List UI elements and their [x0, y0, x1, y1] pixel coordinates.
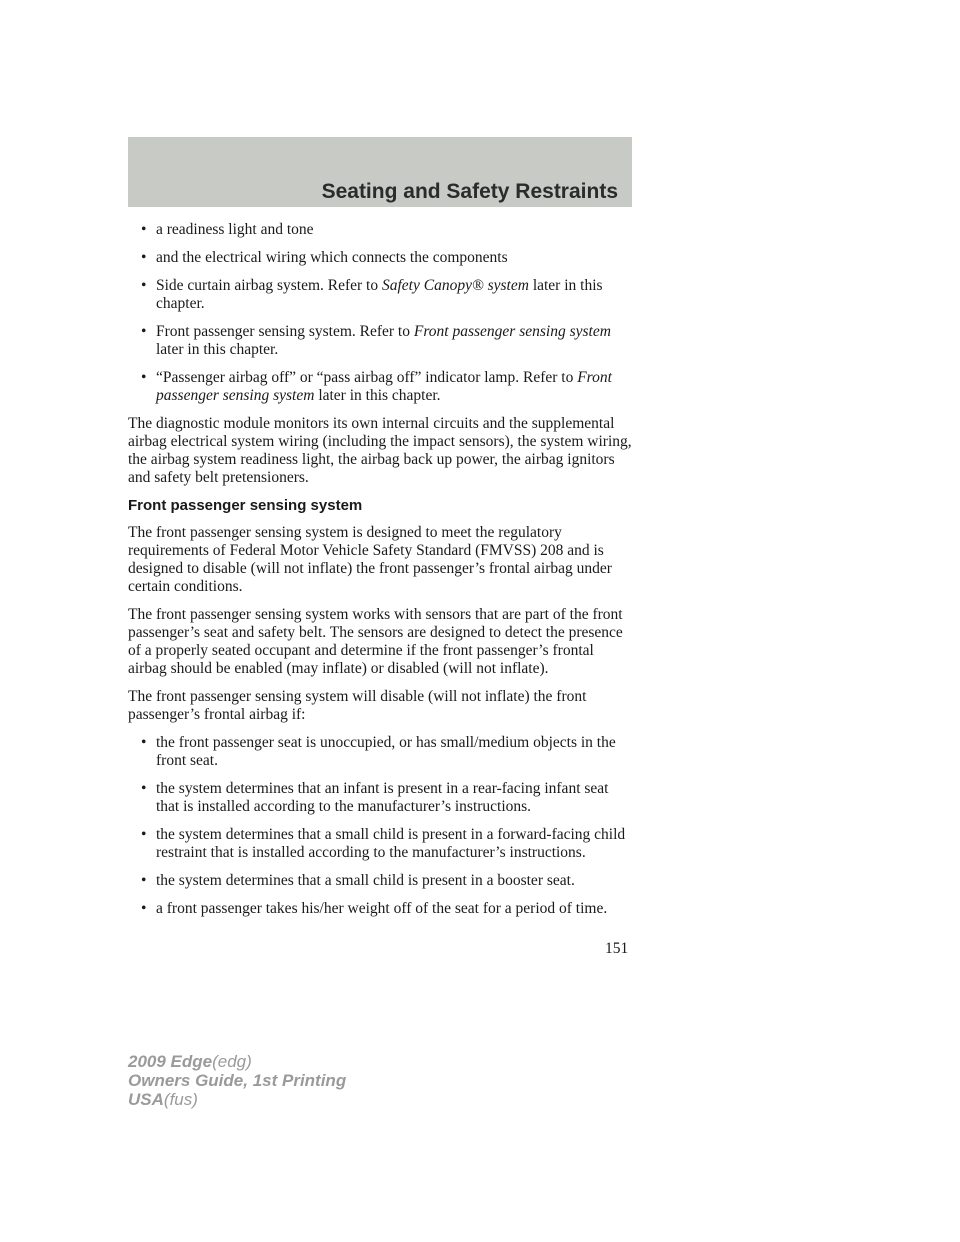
footer-market: USA: [128, 1090, 164, 1109]
list-item: [128, 734, 632, 770]
bullet-list-components: [128, 221, 632, 405]
list-item-text: a readiness light and tone: [156, 221, 314, 238]
footer-line-market: [128, 1090, 346, 1109]
footer-edition: Owners Guide, 1st Printing: [128, 1071, 347, 1090]
bullet-icon: •: [141, 369, 147, 386]
bullet-icon: •: [141, 780, 147, 797]
list-item-text: the system determines that a small child is present in a booster seat.: [156, 872, 575, 889]
bullet-icon: •: [141, 900, 147, 917]
list-item: [128, 780, 632, 816]
footer-model-code: (edg): [212, 1052, 252, 1071]
list-item: [128, 826, 632, 862]
bullet-list-conditions: [128, 734, 632, 918]
list-item: [128, 249, 632, 267]
print-footer: [128, 1052, 346, 1109]
footer-market-code: (fus): [163, 1090, 198, 1109]
list-item-text: later in this chapter.: [156, 341, 279, 358]
bullet-icon: •: [141, 826, 147, 843]
bullet-icon: •: [141, 221, 147, 238]
paragraph: The front passenger sensing system is designed to meet the regulatory requirements of Federal Motor Vehicle Safety Standard (FMVSS) 208 and is designed to disable (will not inflate) the front passenger’s frontal airbag under certain conditions.: [128, 524, 612, 595]
bullet-icon: •: [141, 249, 147, 266]
list-item: [128, 323, 632, 359]
paragraph: The front passenger sensing system will disable (will not inflate) the front passenger’s frontal airbag if:: [128, 688, 587, 723]
bullet-icon: •: [141, 323, 147, 340]
chapter-header: [128, 137, 632, 207]
list-item-text: and the electrical wiring which connects the components: [156, 249, 508, 266]
list-item-text: later in this chapter.: [314, 387, 441, 404]
list-item-text: a front passenger takes his/her weight off of the seat for a period of time.: [156, 900, 608, 917]
footer-line-model: [128, 1052, 346, 1071]
paragraph-diagnostic: The diagnostic module monitors its own internal circuits and the supplemental airbag electrical system wiring (including the impact sensors), the system wiring, the airbag system readiness light, the airbag back up power, the airbag ignitors and safety belt pretensioners.: [128, 415, 632, 486]
list-item-text: the system determines that a small child is present in a forward-facing child restraint that is installed according to the manufacturer’s instructions.: [156, 826, 626, 861]
list-item-text: “Passenger airbag off” or “pass airbag off” indicator lamp. Refer to: [156, 369, 578, 386]
bullet-icon: •: [141, 277, 147, 294]
list-item-text: later in this chapter.: [156, 277, 603, 312]
chapter-title: Seating and Safety Restraints: [321, 180, 618, 203]
list-item: [128, 900, 632, 918]
paragraph: The front passenger sensing system works with sensors that are part of the front passenger’s seat and safety belt. The sensors are designed to detect the presence of a properly seated occupant and determine if the front passenger’s frontal airbag should be enabled (may inflate) or disabled (will not inflate).: [128, 606, 623, 677]
list-item-text: the front passenger seat is unoccupied, or has small/medium objects in the front seat.: [156, 734, 616, 769]
bullet-icon: •: [141, 872, 147, 889]
page-content: [128, 221, 632, 928]
list-item: [128, 872, 632, 890]
bullet-icon: •: [141, 734, 147, 751]
list-item-text: Front passenger sensing system. Refer to: [156, 323, 414, 340]
page-number: 151: [605, 940, 629, 957]
footer-model: 2009 Edge: [128, 1052, 213, 1071]
section-heading: Front passenger sensing system: [128, 497, 363, 514]
list-item-text: Side curtain airbag system. Refer to: [156, 277, 382, 294]
footer-line-edition: [128, 1071, 346, 1090]
list-item-text: the system determines that an infant is present in a rear-facing infant seat that is installed according to the manufacturer’s instructions.: [156, 780, 609, 815]
list-item: [128, 369, 632, 405]
cross-reference: Front passenger sensing system: [156, 369, 612, 404]
cross-reference: Safety Canopy® system: [381, 277, 529, 294]
cross-reference: Front passenger sensing system: [413, 323, 611, 340]
list-item: [128, 277, 632, 313]
list-item: [128, 221, 632, 239]
